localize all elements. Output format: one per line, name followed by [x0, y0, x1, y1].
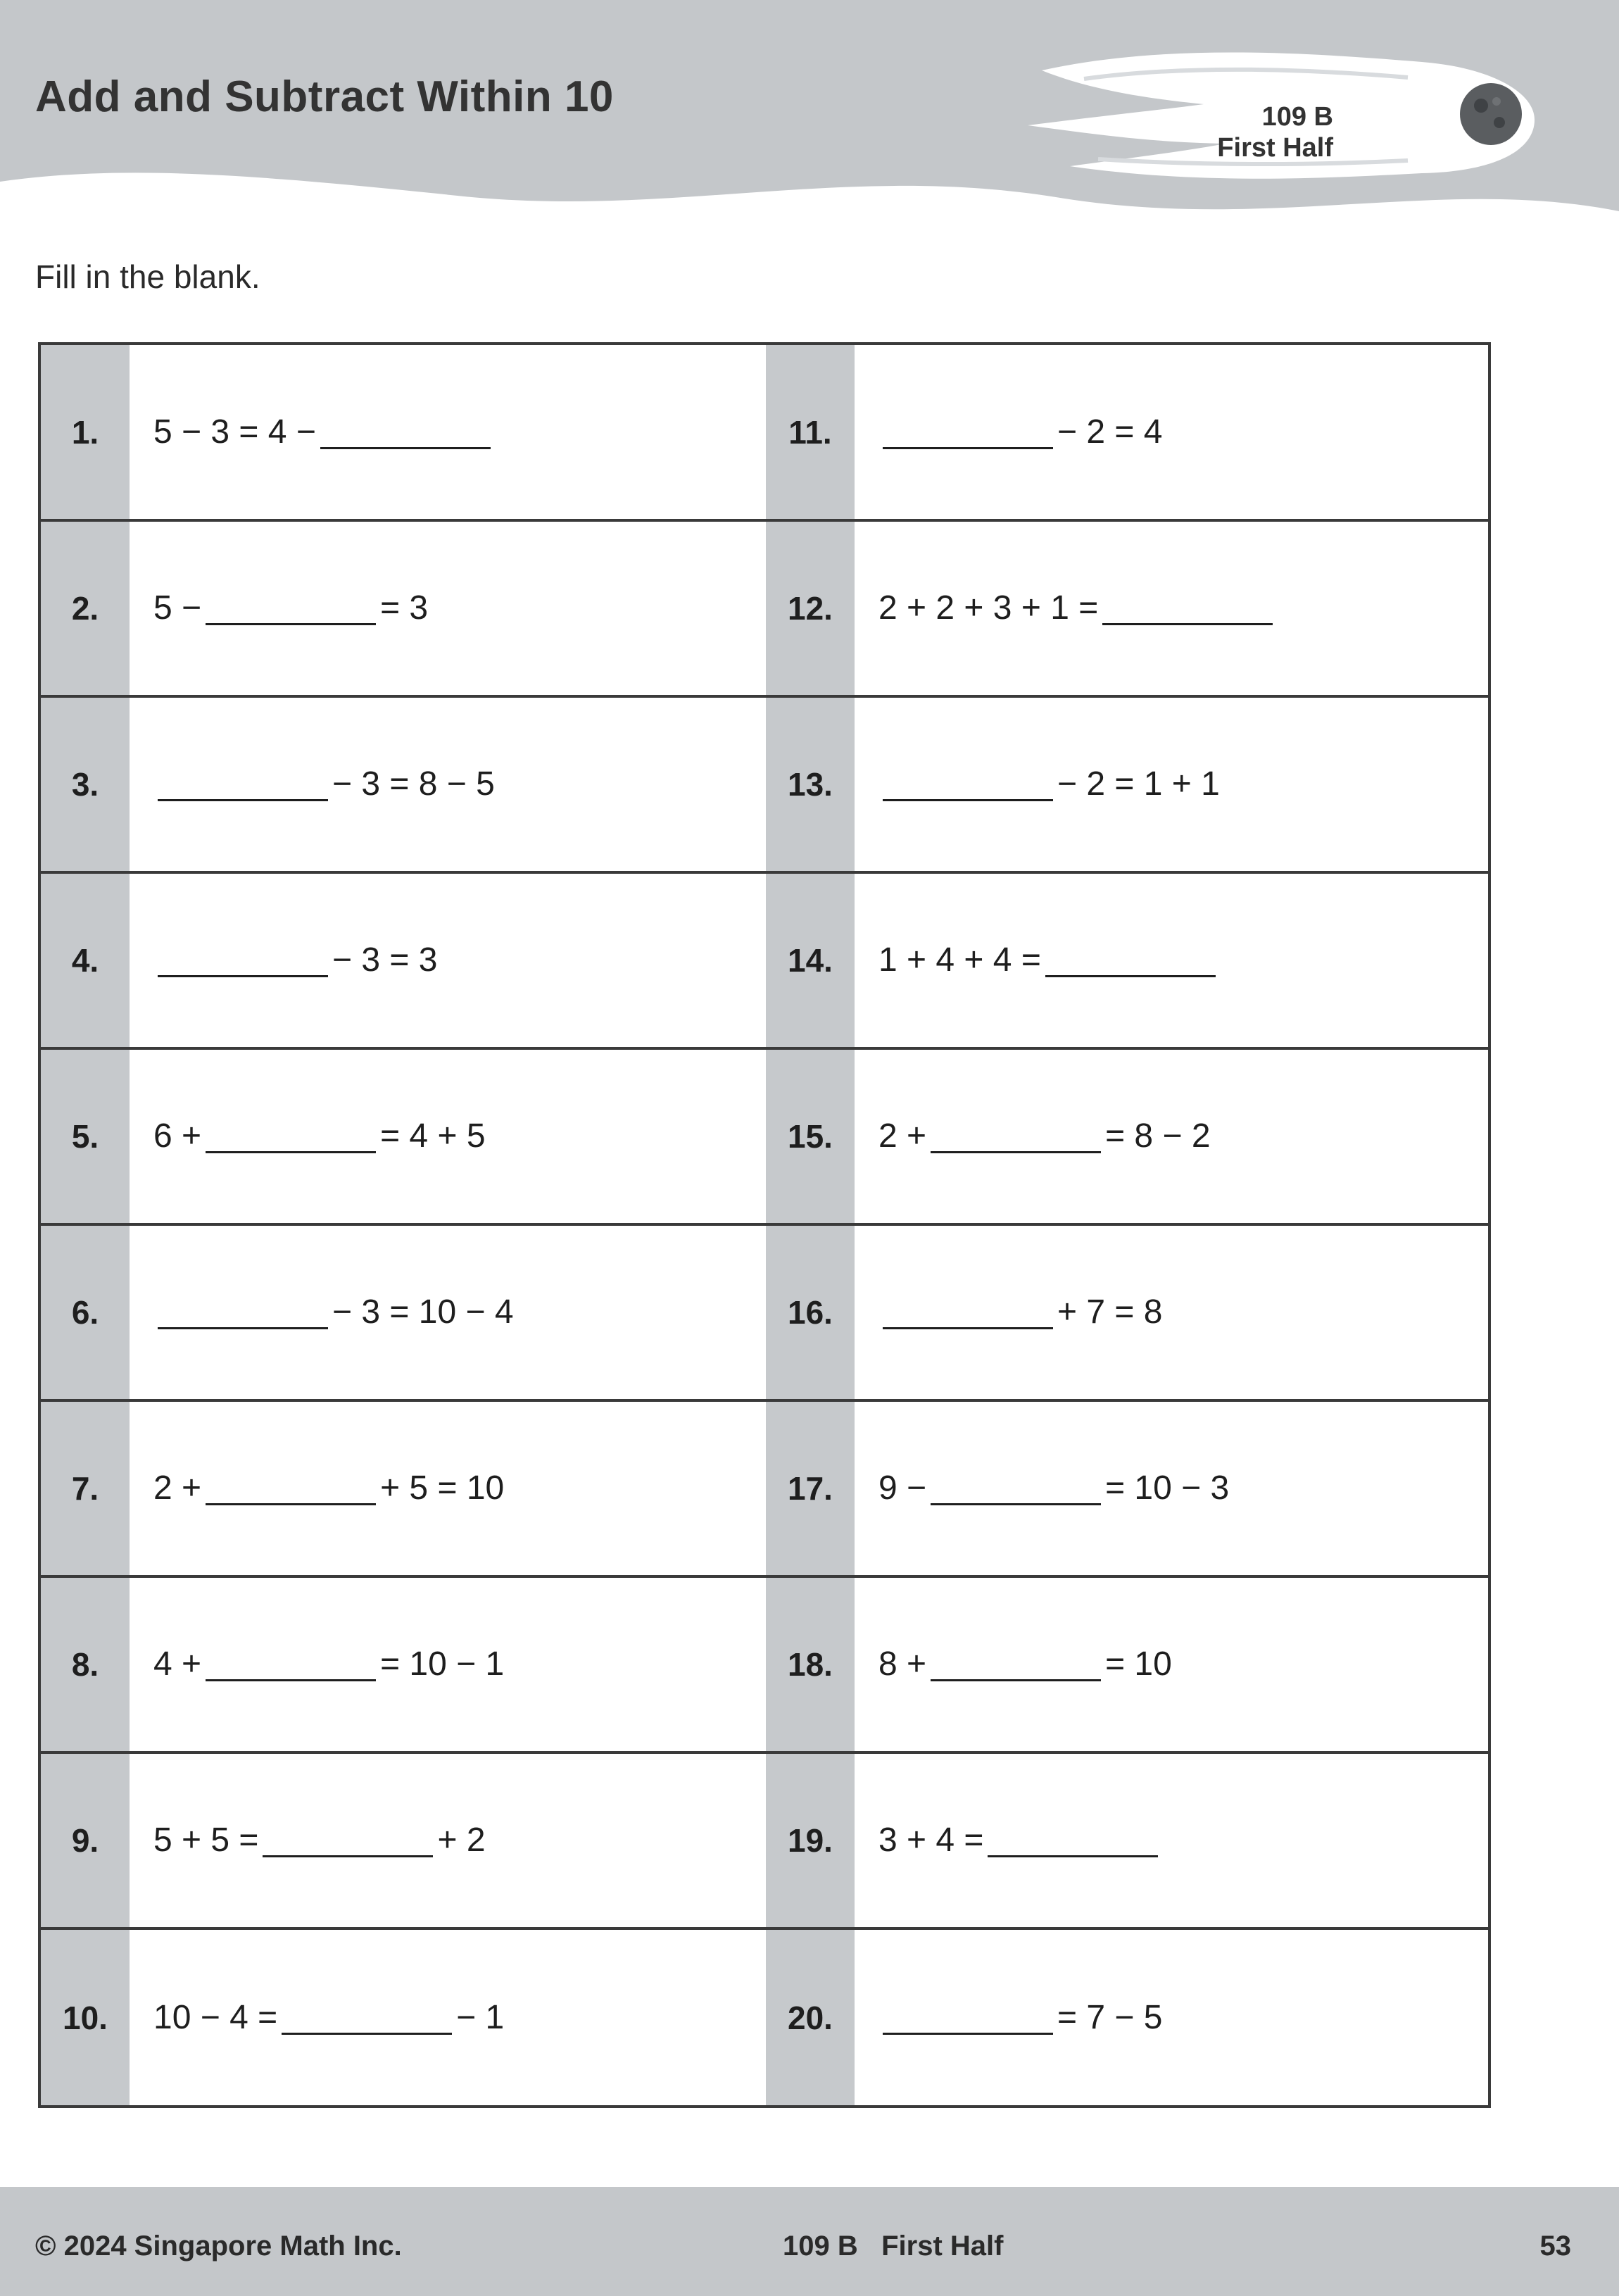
footer-section: 109 B First Half: [783, 2231, 1004, 2262]
problem-row: [41, 697, 1488, 874]
problem-5: [41, 1049, 766, 1223]
problem-number: 6.: [71, 1293, 99, 1331]
problem-11: [766, 345, 1491, 519]
expression-text: = 4 + 5: [380, 1117, 486, 1155]
problem-expression: [130, 1821, 486, 1859]
problem-expression: [130, 1645, 504, 1683]
expression-text: 5 + 5 =: [153, 1821, 259, 1859]
expression-text: = 8 − 2: [1105, 1117, 1211, 1155]
expression-text: 8 +: [878, 1645, 927, 1683]
answer-blank[interactable]: [158, 943, 328, 977]
problem-20: [766, 1929, 1491, 2106]
problem-row: [41, 1577, 1488, 1754]
problem-19: [766, 1753, 1491, 1927]
answer-blank[interactable]: [282, 2000, 452, 2035]
problem-expression: [855, 1645, 1172, 1683]
problem-expression: [855, 413, 1162, 451]
problem-14: [766, 873, 1491, 1047]
problem-expression: [855, 589, 1277, 627]
problem-expression: [130, 589, 428, 627]
expression-text: 2 + 2 + 3 + 1 =: [878, 589, 1099, 627]
page-number: 53: [1539, 2231, 1571, 2262]
problem-expression: [855, 1469, 1229, 1507]
expression-text: − 2 = 4: [1057, 413, 1163, 451]
answer-blank[interactable]: [206, 1647, 376, 1681]
answer-blank[interactable]: [931, 1119, 1101, 1153]
problem-4: [41, 873, 766, 1047]
problem-row: [41, 873, 1488, 1050]
expression-text: 9 −: [878, 1469, 927, 1507]
problem-13: [766, 697, 1491, 871]
problem-number: 18.: [788, 1645, 833, 1683]
problem-2: [41, 521, 766, 695]
problem-3: [41, 697, 766, 871]
expression-text: 6 +: [153, 1117, 202, 1155]
answer-blank[interactable]: [320, 415, 491, 449]
problem-expression: [855, 1821, 1162, 1859]
problem-number: 1.: [71, 413, 99, 451]
problem-expression: [130, 1117, 486, 1155]
problem-17: [766, 1401, 1491, 1575]
problem-number: 11.: [788, 413, 832, 451]
expression-text: = 7 − 5: [1057, 1999, 1163, 2036]
answer-blank[interactable]: [931, 1647, 1101, 1681]
problem-1: [41, 345, 766, 519]
problem-number: 8.: [71, 1645, 99, 1683]
answer-blank[interactable]: [988, 1823, 1158, 1857]
answer-blank[interactable]: [883, 1295, 1053, 1329]
problem-7: [41, 1401, 766, 1575]
answer-blank[interactable]: [931, 1471, 1101, 1505]
expression-text: = 3: [380, 589, 429, 627]
expression-text: 3 + 4 =: [878, 1821, 984, 1859]
answer-blank[interactable]: [1102, 591, 1273, 625]
problem-row: [41, 345, 1488, 522]
answer-blank[interactable]: [206, 591, 376, 625]
problem-row: [41, 521, 1488, 698]
problem-row: [41, 1225, 1488, 1402]
answer-blank[interactable]: [883, 415, 1053, 449]
expression-text: − 3 = 8 − 5: [332, 765, 495, 803]
problem-number: 7.: [71, 1469, 99, 1507]
problem-15: [766, 1049, 1491, 1223]
expression-text: 10 − 4 =: [153, 1999, 278, 2036]
problem-expression: [130, 1998, 504, 2037]
problem-16: [766, 1225, 1491, 1399]
problem-expression: [855, 1117, 1211, 1155]
answer-blank[interactable]: [206, 1119, 376, 1153]
answer-blank[interactable]: [206, 1471, 376, 1505]
expression-text: + 5 = 10: [380, 1469, 505, 1507]
problem-12: [766, 521, 1491, 695]
problem-row: [41, 1929, 1488, 2106]
badge-text: [1217, 101, 1333, 163]
problem-number: 3.: [71, 765, 99, 803]
expression-text: + 7 = 8: [1057, 1293, 1163, 1331]
problem-8: [41, 1577, 766, 1751]
problem-expression: [130, 1469, 504, 1507]
expression-text: 4 +: [153, 1645, 202, 1683]
problem-expression: [130, 1293, 514, 1331]
answer-blank[interactable]: [1045, 943, 1216, 977]
problem-expression: [130, 941, 437, 979]
problem-number: 17.: [788, 1469, 833, 1507]
footer-band: [0, 2187, 1619, 2296]
expression-text: 5 −: [153, 589, 202, 627]
problem-9: [41, 1753, 766, 1927]
problem-grid: [38, 342, 1491, 2108]
answer-blank[interactable]: [883, 2000, 1053, 2035]
problem-6: [41, 1225, 766, 1399]
problem-expression: [855, 765, 1220, 803]
problem-expression: [130, 413, 495, 451]
expression-text: − 3 = 10 − 4: [332, 1293, 514, 1331]
expression-text: = 10: [1105, 1645, 1172, 1683]
expression-text: 5 − 3 = 4 −: [153, 413, 316, 451]
badge-level: 109 B: [1261, 102, 1333, 132]
comet-badge: [985, 28, 1535, 197]
problem-number: 2.: [71, 589, 99, 627]
footer-copyright: © 2024 Singapore Math Inc.: [35, 2231, 402, 2262]
problem-expression: [855, 1293, 1162, 1331]
badge-half: First Half: [1217, 133, 1333, 163]
expression-text: − 3 = 3: [332, 941, 438, 979]
problem-number: 5.: [71, 1117, 99, 1155]
problem-number: 14.: [788, 941, 833, 979]
problem-number: 13.: [788, 765, 833, 803]
answer-blank[interactable]: [158, 767, 328, 801]
expression-text: − 2 = 1 + 1: [1057, 765, 1220, 803]
problem-row: [41, 1049, 1488, 1226]
problem-number: 20.: [788, 1999, 833, 2036]
problem-number: 10.: [63, 1999, 108, 2036]
expression-text: = 10 − 3: [1105, 1469, 1230, 1507]
problem-expression: [855, 941, 1220, 979]
problem-number: 4.: [71, 941, 99, 979]
problem-10: [41, 1929, 766, 2106]
expression-text: 1 + 4 + 4 =: [878, 941, 1041, 979]
problem-number: 12.: [788, 589, 833, 627]
expression-text: 2 +: [153, 1469, 202, 1507]
answer-blank[interactable]: [158, 1295, 328, 1329]
page-title: Add and Subtract Within 10: [35, 73, 614, 121]
problem-number: 9.: [71, 1821, 99, 1859]
answer-blank[interactable]: [263, 1823, 433, 1857]
problem-number: 16.: [788, 1293, 833, 1331]
problem-18: [766, 1577, 1491, 1751]
problem-number: 19.: [788, 1821, 833, 1859]
expression-text: 2 +: [878, 1117, 927, 1155]
expression-text: − 1: [456, 1999, 505, 2036]
instruction-text: Fill in the blank.: [35, 258, 260, 295]
expression-text: = 10 − 1: [380, 1645, 505, 1683]
problem-number: 15.: [788, 1117, 833, 1155]
expression-text: + 2: [437, 1821, 486, 1859]
answer-blank[interactable]: [883, 767, 1053, 801]
problem-expression: [855, 1998, 1162, 2037]
problem-row: [41, 1401, 1488, 1578]
problem-expression: [130, 765, 495, 803]
problem-row: [41, 1753, 1488, 1930]
